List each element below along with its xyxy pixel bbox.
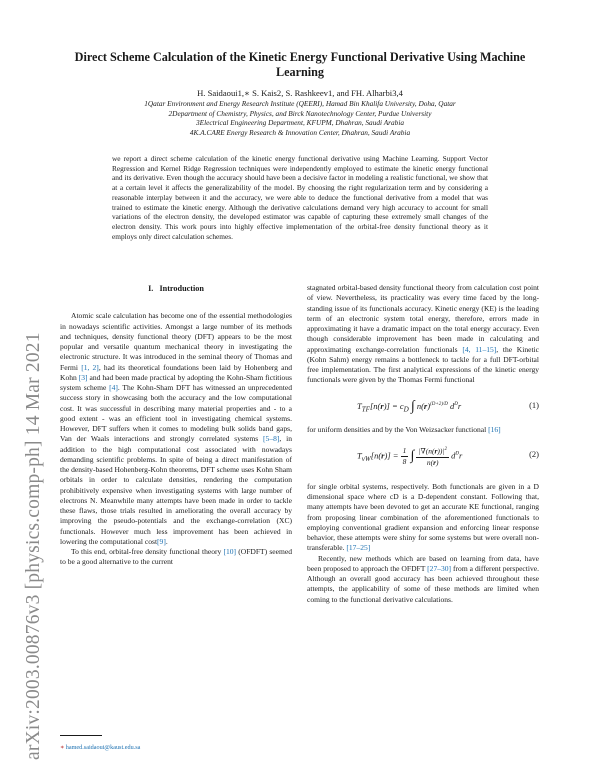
authors: H. Saidaoui1,∗ S. Kais2, S. Rashkeev1, and FH. Alharbi3,4	[197, 88, 403, 98]
text-run: D	[393, 492, 399, 501]
section-number: I.	[148, 284, 154, 293]
citation-link[interactable]: [27–30]	[427, 563, 452, 573]
left-column	[60, 278, 292, 568]
citation-link[interactable]: [10]	[223, 547, 237, 556]
intro-paragraph-2	[60, 547, 292, 568]
author-list	[60, 88, 540, 99]
citation-link[interactable]: [4, 11–15]	[462, 344, 497, 354]
citation-link[interactable]: [4]	[109, 383, 118, 392]
text-run: (OFDFT) seemed to be a good alternative to the current	[60, 547, 292, 567]
footnote-rule	[60, 735, 102, 736]
citation-link[interactable]: [3]	[78, 372, 88, 382]
right-paragraph-2	[307, 425, 539, 435]
citation-link[interactable]: [9]	[157, 536, 166, 546]
text-run: is a D-dependent constant. Following that, many attempts have been devoted to get an accurate KE functional, ranging from proposing linear combination of the aforementioned functionals to employing conventional gradient expansion and enforcing linear response behavior, these attempts were shiny for some systems but were overall non-transferable.	[307, 492, 539, 553]
text-run: Atomic scale calculation has become one of the essential methodologies in nowadays scientific activities. Amongst a large number of its methods and techniques, density functional theory (DFT) appears to be the most popular and versatile quantum mechanical theory in investigating the electronic structure. It was introduced in the seminal theory of Thomas and Fermi	[60, 311, 292, 372]
citation-link[interactable]: [17–25]	[346, 543, 371, 553]
affiliation-1: 1Qatar Environment and Energy Research Institute (QEERI), Hamad Bin Khalifa University, Doha, Qatar	[144, 99, 456, 108]
abstract: we report a direct scheme calculation of the kinetic energy functional derivative using Machine Learning. Support Vector Regression and Kernel Ridge Regression techniques were independently employed to estimate the kinetic energy functional and its derivative. Even though the accuracy should have been a decisive factor in modeling a realistic functional, we show that at a certain level it affects the generalizability of the model. By choosing the right regularization term and by considering a reasonable interplay between it and the accuracy, we were able to deduce the functional derivative from a model that was trained to estimate the kinetic energy. Although the derivative calculations demand very high accuracy to account for small variations of the electron density, the developed estimator was capable of capturing these extremely small changes of the electron density. This work pours into highly effective implementation of the orbital-free density functional theory as it employs only direct calculation schemes.	[112, 154, 488, 241]
text-run: stagnated orbital-based density functional theory from calculation cost point of view. Nevertheless, its practicality was every time faced by the long-standing issue of its functionals accuracy. Kinetic energy (KE) is the leading term of an electronic system total energy, therefore, errors made in approximating it have a dramatic impact on the total energy accuracy. Even though considerable improvement has been made in calculating and approximating exchange-correlation functionals	[307, 283, 539, 354]
paper-title: Direct Scheme Calculation of the Kinetic Energy Functional Derivative Using Machine Learning	[74, 50, 526, 79]
text-run: . The Kohn-Sham DFT has witnessed an unprecedented success story in showcasing both the accuracy and the low computational cost. It was successful in describing many material properties and - to a good extent - was an efficient tool in investigating chemical systems. However, DFT suffers when it comes to modeling bulk solids band gaps, Van der Waals interactions and strongly correlated systems	[60, 383, 293, 444]
text-run: , the Kinetic (Kohn Sahm) energy remains a bottleneck to tackle for a full DFT-orbital free implementation. The first analytical expressions of the kinetic energy functionals were given by the Thomas Fermi functional	[307, 344, 539, 385]
section-title: Introduction	[159, 284, 204, 293]
text-run: and had been made practical by adopting the Kohn-Sham fictitious system scheme	[60, 372, 292, 392]
equation-1-number: (1)	[529, 399, 539, 410]
affiliation-3: 3Electrical Engineering Department, KFUPM, Dhahran, Saudi Arabia	[195, 118, 404, 128]
right-paragraph-1	[307, 283, 539, 386]
footnote	[60, 744, 140, 751]
citation-link[interactable]: [5–8]	[263, 434, 280, 444]
equation-1-body: $T_{TF}[n(r)] = c_D$ ∫ $n(r)^{(D+2)/D}$ $d^Dr$	[357, 398, 462, 414]
equation-thomas-fermi	[307, 393, 539, 419]
affiliation-2: 2Department of Chemistry, Physics, and Birck Nanotechnology Center, Purdue University	[168, 108, 432, 118]
intro-paragraph-1	[60, 311, 292, 547]
arxiv-id: arXiv:2003.00876v3 [physics.comp-ph] 14 Mar 2021	[23, 332, 44, 760]
section-heading	[60, 284, 292, 294]
text-run: Recently, new methods which are based on learning from data, have been proposed to approach the OFDFT	[307, 553, 539, 573]
text-run: for uniform densities and by the Von Weizsacker functional	[307, 424, 489, 434]
equation-2-body: $T_{vW}[n(r)]$ = $\frac{1}{8}$ ∫ $\frac{|\nabla(n(r))|^2}{n(r)}$ $d^Dr$	[357, 445, 463, 467]
right-column	[307, 283, 539, 605]
right-paragraph-3	[307, 482, 539, 554]
footnote-email[interactable]: hamed.saidaoui@kaust.edu.sa	[65, 744, 141, 751]
arxiv-watermark	[8, 160, 44, 760]
equation-von-weizsacker	[307, 442, 539, 476]
text-run: , had its theoretical foundations been laid by Hohenberg and Kohn	[60, 362, 292, 382]
equation-2-number: (2)	[529, 448, 539, 459]
citation-link[interactable]: [16]	[488, 424, 501, 434]
right-paragraph-4	[307, 554, 539, 605]
citation-link[interactable]: [1, 2]	[81, 362, 99, 372]
affiliation-4: 4K.A.CARE Energy Research & Innovation Center, Dhahran, Saudi Arabia	[189, 127, 411, 137]
text-run: To this end, orbital-free density functional theory	[71, 547, 224, 556]
text-run: from a different perspective. Although an overall good accuracy has been achieved throughout these attempts, the applicability of some of these methods are limited when coming to the functional derivative calculations.	[307, 563, 539, 604]
text-run: , in addition to the high computational cost associated with nowadays demanding scientific problems. In spite of being a direct manifestation of the density-based Hohenberg-Kohn theorems, DFT scheme uses Kohn Sham orbitals in order to calculate densities, rendering the computation prohibitively expensive when investigating systems with large number of electrons N. Meanwhile many attempts have been made in order to tackle these flaws, those trials resulted in ameliorating the overall accuracy by improving the pseudo-potentials and the exchange-correlation (XC) functionals. However much less improvement has been achieved in lowering the computational cost	[60, 434, 292, 546]
text-run: for single orbital systems, respectively. Both functionals are given in a D dimensional space where c	[307, 481, 539, 501]
text-run: .	[165, 536, 168, 546]
affiliations	[60, 99, 540, 137]
footnote-mark: ∗	[60, 744, 65, 751]
